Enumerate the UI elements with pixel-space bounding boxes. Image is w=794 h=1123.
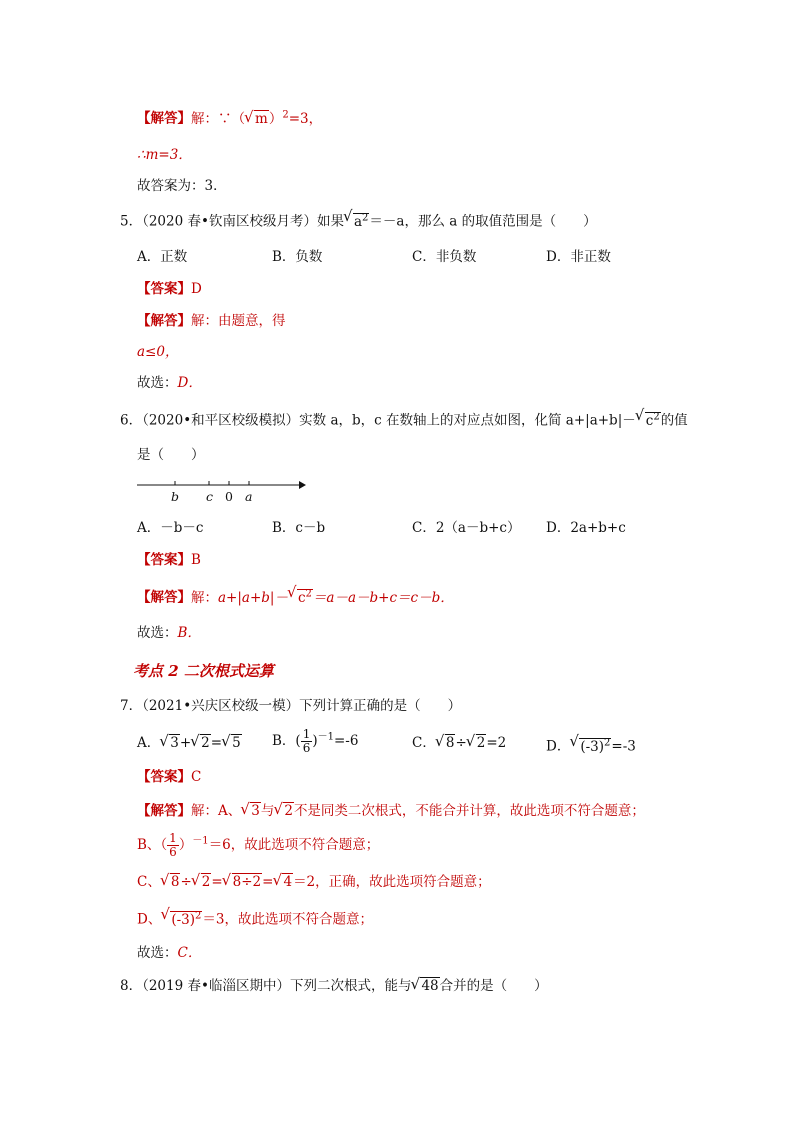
q6-option-d: D．2a+b+c	[546, 520, 626, 536]
q5-answer: 【答案】D	[137, 281, 202, 297]
q6-stem: 6．（2020•和平区校级模拟）实数 a，b，c 在数轴上的对应点如图，化简 a+|a+b|－√ $c^2$的值	[120, 408, 688, 430]
q7-stem: 7．（2021•兴庆区校级一模）下列计算正确的是（ ）	[120, 698, 462, 714]
section-heading: 考点 2 二次根式运算	[133, 662, 274, 680]
q7-option-a: A．√ 3+√ 2=√ 5	[137, 734, 242, 752]
q6-solution: 【解答】解：a+|a+b|－√ $c^2=a-a-b+c=c-b$．	[137, 585, 454, 607]
number-line-label-c: c	[206, 489, 214, 504]
q4-solution-line1: 【解答】解：∵（√ m）$^2$=3，	[137, 106, 322, 128]
q5-option-d: D．非正数	[546, 249, 611, 265]
q7-option-c: C．√ 8÷√ 2=2	[412, 734, 506, 752]
q8-stem: 8．（2019 春•临淄区期中）下列二次根式，能与√ 48合并的是（ ）	[120, 977, 548, 995]
q7-solution-b: B、（ $\frac{1}{6}$ ）$^{-1}$＝6，故此选项不符合题意；	[137, 831, 380, 859]
q4-final: 故答案为：3．	[137, 178, 227, 194]
q7-final: 故选：C．	[137, 945, 202, 961]
q7-solution-c: C、√ 8÷√ 2=√ 8÷2=√ 4＝2，正确，故此选项符合题意；	[137, 873, 491, 891]
q7-solution-d: D、√ $(-3)^2=3$，故此选项不符合题意；	[137, 907, 373, 929]
q6-answer: 【答案】B	[137, 552, 201, 568]
q6-option-c: C．2（a－b+c）	[412, 520, 521, 536]
q6-final: 故选：B．	[137, 625, 201, 641]
q7-solution-a: 【解答】解：A、√ 3与√ 2不是同类二次根式，不能合并计算，故此选项不符合题意；	[137, 802, 645, 820]
q5-option-a: A．正数	[137, 249, 188, 265]
q5-option-b: B．负数	[272, 249, 323, 265]
q6-option-b: B．c－b	[272, 520, 326, 536]
number-line-figure	[137, 478, 307, 508]
number-line-label-a: a	[245, 489, 253, 504]
number-line-label-b: b	[171, 489, 180, 504]
q5-option-c: C．非负数	[412, 249, 477, 265]
number-line-axis	[137, 478, 307, 492]
q5-solution-line1: 【解答】解：由题意，得	[137, 313, 286, 329]
q4-solution-line2: ∴m=3．	[137, 147, 192, 163]
q7-answer: 【答案】C	[137, 769, 202, 785]
q7-option-d: D．√ $(-3)^2=-3$	[546, 734, 636, 756]
q6-option-a: A．－b－c	[137, 520, 204, 536]
q5-solution-line2: a≤0，	[137, 344, 179, 360]
q5-stem: 5．（2020 春•钦南区校级月考）如果√ $a^2=-a$，那么 a 的取值范围是（ ）	[120, 209, 597, 231]
q7-option-b: B．( $\frac{1}{6}$ )$^{-1}$=-6	[272, 727, 359, 755]
q6-stem-line2: 是（ ）	[137, 447, 205, 463]
q5-final: 故选：D．	[137, 375, 202, 391]
number-line-label-0: 0	[225, 489, 233, 504]
